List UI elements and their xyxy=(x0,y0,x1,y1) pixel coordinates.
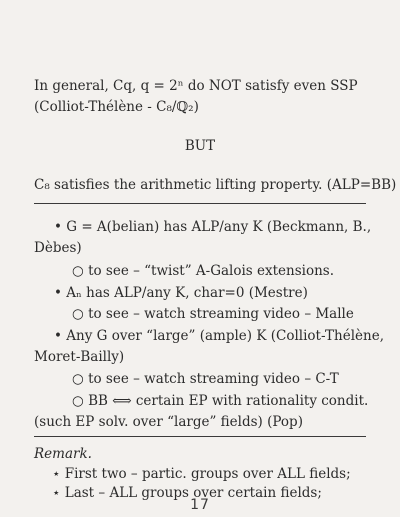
but-heading: BUT xyxy=(184,138,216,154)
page-number: 17 xyxy=(190,497,210,513)
abelian-item-line-1: • G = A(belian) has ALP/any K (Beckmann, B., xyxy=(54,219,372,235)
anyg-item-line-2: Moret-Bailly) xyxy=(34,349,125,365)
abelian-item-line-2: Dèbes) xyxy=(34,240,82,256)
bb-item-line-2: (such EP solv. over “large” fields) (Pop) xyxy=(34,414,303,430)
anyg-item-line-1: • Any G over “large” (ample) K (Colliot-Thélène, xyxy=(54,328,385,344)
divider-top xyxy=(34,203,366,204)
remark-star-1: ⋆ First two – partic. groups over ALL fields; xyxy=(52,466,351,482)
bb-item-line-1: ○ BB ⟺ certain EP with rationality condit. xyxy=(72,393,369,409)
c8-statement: C₈ satisfies the arithmetic lifting property. (ALP=BB) xyxy=(34,177,397,193)
an-item: • Aₙ has ALP/any K, char=0 (Mestre) xyxy=(54,285,308,301)
remark-label: Remark. xyxy=(34,446,92,462)
divider-bottom xyxy=(34,436,366,437)
abelian-subitem: ○ to see – “twist” A-Galois extensions. xyxy=(72,263,335,279)
remark-star-2: ⋆ Last – ALL groups over certain fields; xyxy=(52,485,322,501)
intro-line-2: (Colliot-Thélène - C₈/ℚ₂) xyxy=(34,99,199,115)
an-subitem: ○ to see – watch streaming video – Malle xyxy=(72,306,354,322)
anyg-subitem: ○ to see – watch streaming video – C-T xyxy=(72,371,339,387)
intro-line-1: In general, Cq, q = 2ⁿ do NOT satisfy even SSP xyxy=(34,78,358,94)
